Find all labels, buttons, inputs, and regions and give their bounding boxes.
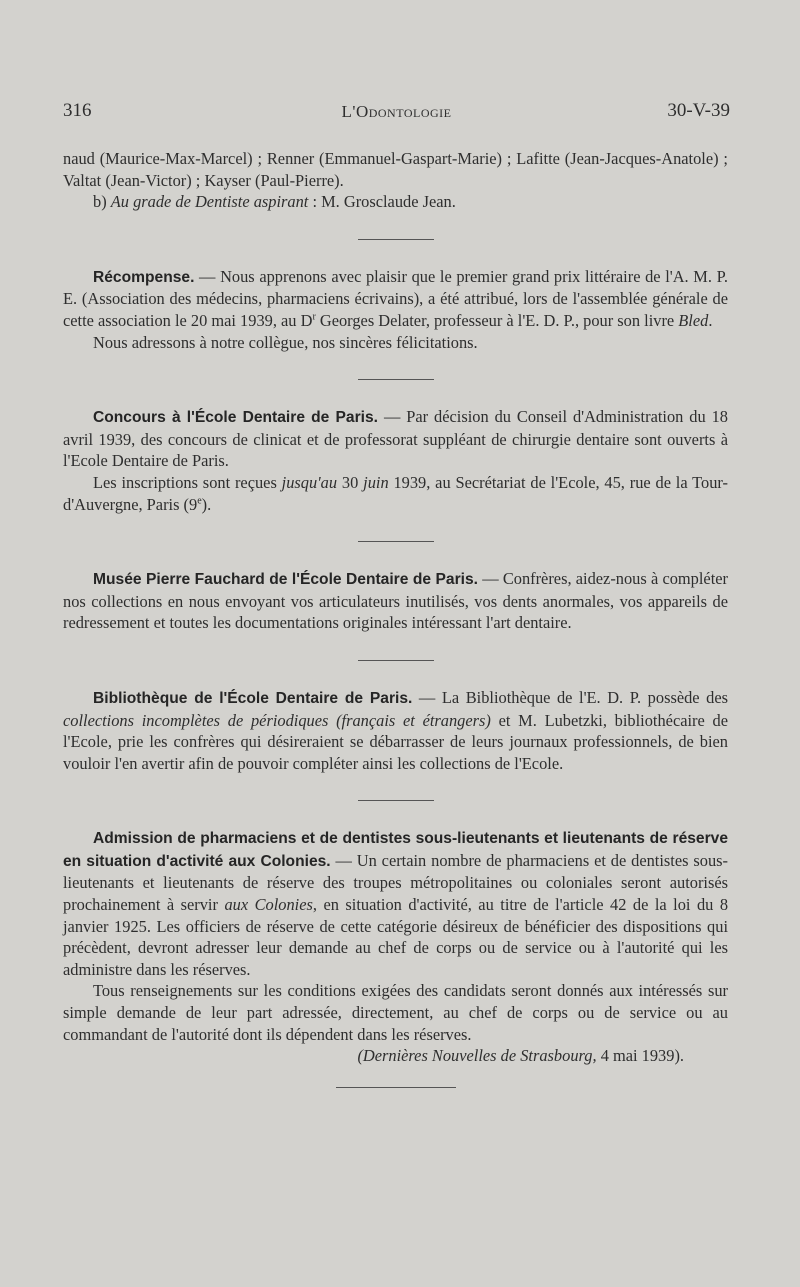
intro-b-italic: Au grade de Dentiste aspirant xyxy=(110,192,309,212)
concours-p2-d: ). xyxy=(201,494,212,514)
recompense-sup: r xyxy=(312,311,316,323)
concours-p2-c: 1939, au Secrétariat de l'Ecole, 45, rue de la Tour-d'Auvergne, Paris (9 xyxy=(63,472,729,514)
musee-paragraph xyxy=(63,568,728,634)
section-divider xyxy=(358,660,434,661)
section-divider xyxy=(358,800,434,801)
concours-p2-italic2: juin xyxy=(363,472,389,492)
section-divider xyxy=(358,239,434,240)
source-italic: (Dernières Nouvelles de Strasbourg, xyxy=(357,1046,597,1066)
recompense-book-title: Bled xyxy=(678,310,709,330)
recompense-heading: Récompense. xyxy=(93,268,195,286)
bibliotheque-text-b: et M. Lubetzki, bibliothécaire de l'Ecole, prie les confrères qui désireraient se débarrasser de leurs journaux professionnels, de bien vouloir l'en avertir afin de pouvoir compléter ainsi les collections de l'Ecole. xyxy=(63,710,728,773)
concours-p2-b: 30 xyxy=(337,472,364,492)
intro-b-rest: : M. Grosclaude Jean. xyxy=(308,192,456,212)
recompense-text-c: . xyxy=(708,310,713,330)
bibliotheque-paragraph xyxy=(63,687,728,774)
admission-italic: aux Colonies xyxy=(224,895,313,915)
concours-p2-sup: e xyxy=(197,495,202,507)
intro-line-b xyxy=(63,191,728,213)
journal-title: L'Odontologie xyxy=(341,102,452,121)
musee-text: — Confrères, aidez-nous à compléter nos collections en nous envoyant vos articulateurs inutilisés, vos dents anormales, vos appareils de redressement et toutes les documentations originales intéressant l'art dentaire. xyxy=(63,569,728,633)
end-divider xyxy=(336,1087,456,1088)
source-citation xyxy=(63,1045,728,1067)
bibliotheque-heading: Bibliothèque de l'École Dentaire de Paris. xyxy=(93,689,413,707)
section-recompense xyxy=(63,266,728,353)
admission-text-a: — Un certain nombre de pharmaciens et de dentistes sous-lieutenants et lieutenants de réserve des troupes métropolitaines ou coloniales seront autorisés prochainement à servir xyxy=(63,850,728,915)
section-musee xyxy=(63,568,728,634)
recompense-paragraph xyxy=(63,266,728,332)
concours-p2-italic: jusqu'au xyxy=(281,472,338,492)
intro-b-prefix: b) xyxy=(93,192,111,212)
recompense-text-a: — Nous apprenons avec plaisir que le premier grand prix littéraire de l'A. M. P. E. (Association des médecins, pharmaciens écrivains), a été attribué, lors de l'assemblée générale de cette association le 20 mai 1939, au D xyxy=(63,266,728,330)
issue-date: 30-V-39 xyxy=(667,100,730,121)
section-divider xyxy=(358,541,434,542)
admission-paragraph-2: Tous renseignements sur les conditions exigées des candidats seront donnés aux intéressés sur simple demande de leur part adressée, directement, au chef de corps ou de service ou au commandant de l'autorité dont ils dépendent dans les réserves. xyxy=(63,981,728,1044)
concours-p2-a: Les inscriptions sont reçues xyxy=(93,472,282,492)
bibliotheque-text-a: — La Bibliothèque de l'E. D. P. possède des xyxy=(412,687,728,707)
page-header xyxy=(63,100,730,130)
intro-text: naud (Maurice-Max-Marcel) ; Renner (Emmanuel-Gaspart-Marie) ; Lafitte (Jean-Jacques-Anatole) ; Valtat (Jean-Victor) ; Kayser (Paul-Pierre). xyxy=(63,149,728,190)
article-body xyxy=(63,148,728,1088)
concours-paragraph xyxy=(63,406,728,472)
recompense-paragraph-2: Nous adressons à notre collègue, nos sincères félicitations. xyxy=(93,332,478,352)
bibliotheque-italic: collections incomplètes de périodiques (français et étrangers) xyxy=(63,710,491,730)
section-bibliotheque xyxy=(63,687,728,774)
page-number: 316 xyxy=(63,100,92,121)
concours-text: — Par décision du Conseil d'Administration du 18 avril 1939, des concours de clinicat et de professorat suppléant de chirurgie dentaire sont ouverts à l'Ecole Dentaire de Paris. xyxy=(63,407,728,471)
concours-heading: Concours à l'École Dentaire de Paris. xyxy=(93,409,379,427)
intro-paragraph xyxy=(63,148,728,191)
admission-paragraph xyxy=(63,827,728,980)
admission-text-b: , en situation d'activité, au titre de l'article 42 de la loi du 8 janvier 1925. Les officiers de réserve de cette catégorie désireux de bénéficier des dispositions qui précèdent, devront adresser leur demande au chef de corps ou de service ou à l'autorité qui les administre dans les réserves. xyxy=(63,895,729,979)
section-admission xyxy=(63,827,728,1067)
recompense-text-b: Georges Delater, professeur à l'E. D. P., pour son livre xyxy=(315,310,679,330)
concours-paragraph-2 xyxy=(63,472,728,515)
admission-heading: Admission de pharmaciens et de dentistes sous-lieutenants et lieutenants de réserve en situation d'activité aux Colonies. xyxy=(63,830,728,870)
musee-heading: Musée Pierre Fauchard de l'École Dentaire de Paris. xyxy=(93,571,478,589)
section-divider xyxy=(358,379,434,380)
source-rest: 4 mai 1939). xyxy=(596,1046,684,1066)
section-concours xyxy=(63,406,728,515)
